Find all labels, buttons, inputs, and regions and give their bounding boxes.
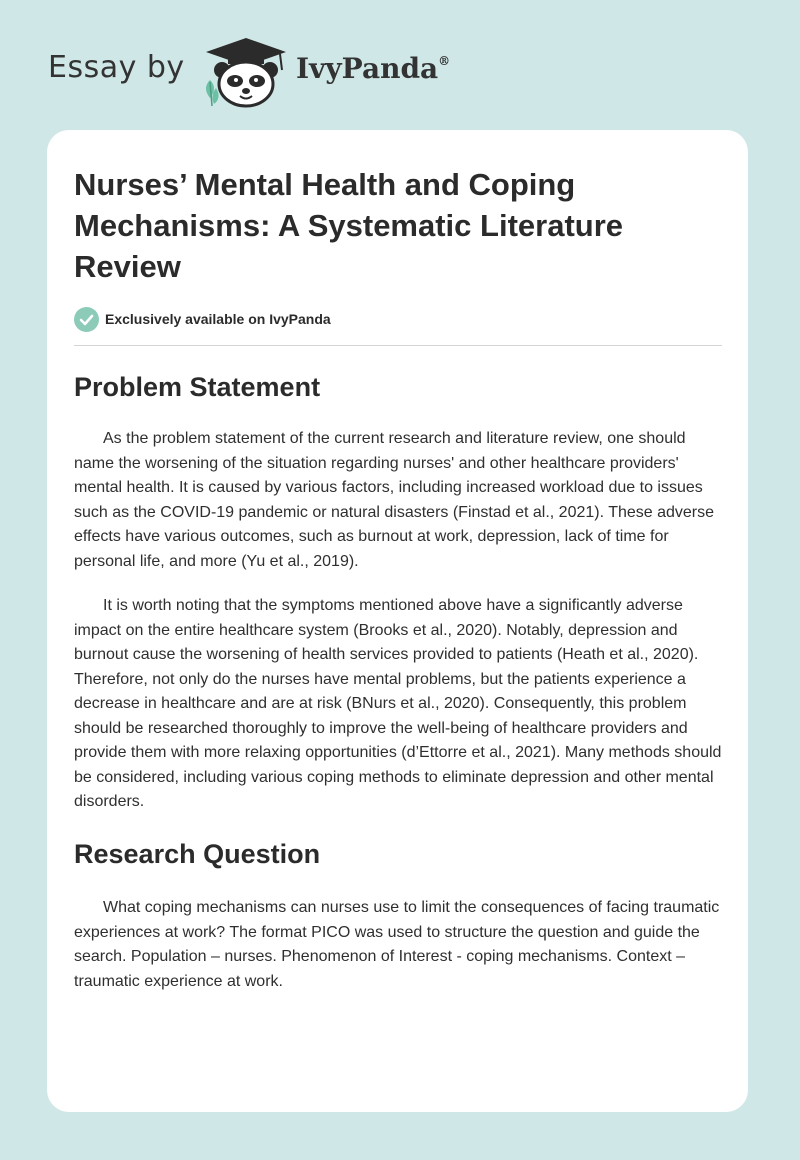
essay-card (47, 130, 748, 1112)
paragraph: It is worth noting that the symptoms mentioned above have a significantly adverse impact on the entire healthcare system (Brooks et al., 2020). Notably, depression and burnout cause the worsening of health services provided to patients (Heath et al., 2020). Therefore, not only do the nurses have mental problems, but the patients experience a decrease in healthcare and are at risk (BNurs et al., 2020). Consequently, this problem should be researched thoroughly to improve the well-being of healthcare providers and provide them with more relaxing opportunities (d’Ettorre et al., 2021). Many methods should be considered, including various coping methods to eliminate depression and other mental disorders. (74, 597, 722, 810)
paragraph: What coping mechanisms can nurses use to limit the consequences of facing traumatic experiences at work? The format PICO was used to structure the question and guide the search. Population – nurses. Phenomenon of Interest - coping mechanisms. Context – traumatic experience at work. (74, 899, 720, 990)
page-title: Nurses’ Mental Health and Coping Mechanisms: A Systematic Literature Review (74, 167, 624, 284)
brand-name[interactable]: IvyPanda® (296, 52, 451, 85)
panda-graduate-icon[interactable] (200, 36, 292, 108)
badge-label: Exclusively available on IvyPanda (105, 311, 331, 327)
exclusive-badge (74, 306, 331, 332)
check-circle-icon (74, 307, 99, 332)
site-header (0, 0, 800, 130)
brand-prefix: Essay by (48, 50, 185, 85)
paragraph: As the problem statement of the current research and literature review, one should name the worsening of the situation regarding nurses' and other healthcare providers' mental health. It is caused by various factors, including increased workload due to issues such as the COVID-19 pandemic or natural disasters (Finstad et al., 2021). These adverse effects have various outcomes, such as burnout at work, depression, lack of time for personal life, and more (Yu et al., 2019). (74, 430, 715, 570)
section-heading-problem-statement: Problem Statement (74, 372, 321, 402)
divider (74, 345, 722, 346)
section-heading-research-question: Research Question (74, 839, 321, 869)
